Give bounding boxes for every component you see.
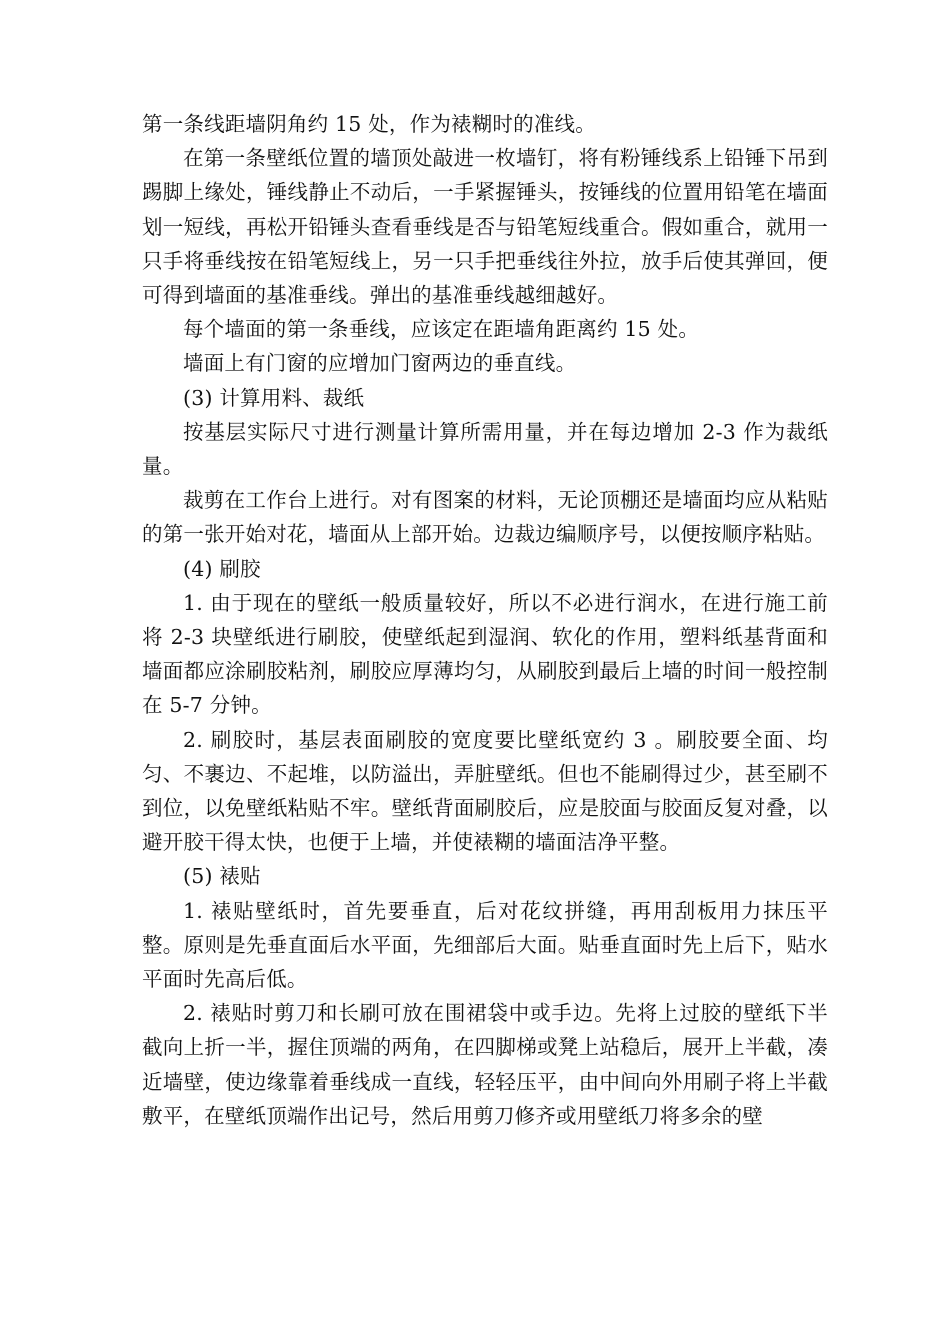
- paragraph-guide-line: 第一条线距墙阴角约 15 处，作为裱糊时的准线。: [142, 112, 596, 136]
- paragraph-glue-1: 1. 由于现在的壁纸一般质量较好，所以不必进行润水，在进行施工前将 2-3 块壁纸进行刷胶，使壁纸起到湿润、软化的作用，塑料纸基背面和墙面都应涂刷胶粘剂，刷胶应厚薄均匀，从刷胶到最后上墙的时间一般控制在 5-7 分钟。: [142, 590, 828, 718]
- paragraph-paste-2: 2. 裱贴时剪刀和长刷可放在围裙袋中或手边。先将上过胶的壁纸下半截向上折一半，握住顶端的两角，在四脚梯或凳上站稳后，展开上半截，凑近墙壁，使边缘靠着垂线成一直线，轻轻压平，由中间向外用刷子将上半截敷平，在壁纸顶端作出记号，然后用剪刀修齐或用壁纸刀将多余的壁: [142, 1001, 828, 1128]
- section-heading-paste: (5) 裱贴: [183, 864, 261, 889]
- section-heading-cutting: (3) 计算用料、裁纸: [183, 385, 365, 410]
- paragraph-cutting: 裁剪在工作台上进行。对有图案的材料，无论顶棚还是墙面均应从粘贴的第一张开始对花，墙面从上部开始。边裁边编顺序号，以便按顺序粘贴。: [142, 488, 828, 547]
- paragraph-first-vertical: 每个墙面的第一条垂线，应该定在距墙角距离约 15 处。: [183, 317, 700, 342]
- document-body: [142, 107, 828, 1133]
- section-heading-glue: (4) 刷胶: [183, 556, 261, 581]
- paragraph-measure: 按基层实际尺寸进行测量计算所需用量，并在每边增加 2-3 作为裁纸量。: [142, 419, 828, 479]
- paragraph-glue-2: 2. 刷胶时，基层表面刷胶的宽度要比壁纸宽约 3 。刷胶要全面、均匀、不裹边、不起堆，以防溢出，弄脏壁纸。但也不能刷得过少，甚至刷不到位，以免壁纸粘贴不牢。壁纸背面刷胶后，应是胶面与胶面反复对叠，以避开胶干得太快，也便于上墙，并使裱糊的墙面洁净平整。: [142, 727, 828, 855]
- paragraph-plumb-line: 在第一条壁纸位置的墙顶处敲进一枚墙钉，将有粉锤线系上铅锤下吊到踢脚上缘处，锤线静止不动后，一手紧握锤头，按锤线的位置用铅笔在墙面划一短线，再松开铅锤头查看垂线是否与铅笔短线重合。假如重合，就用一只手将垂线按在铅笔短线上，另一只手把垂线往外拉，放手后使其弹回，便可得到墙面的基准垂线。弹出的基准垂线越细越好。: [142, 146, 828, 308]
- paragraph-door-window: 墙面上有门窗的应增加门窗两边的垂直线。: [183, 351, 577, 376]
- paragraph-paste-1: 1. 裱贴壁纸时，首先要垂直，后对花纹拼缝，再用刮板用力抹压平整。原则是先垂直面后水平面，先细部后大面。贴垂直面时先上后下，贴水平面时先高后低。: [142, 898, 828, 992]
